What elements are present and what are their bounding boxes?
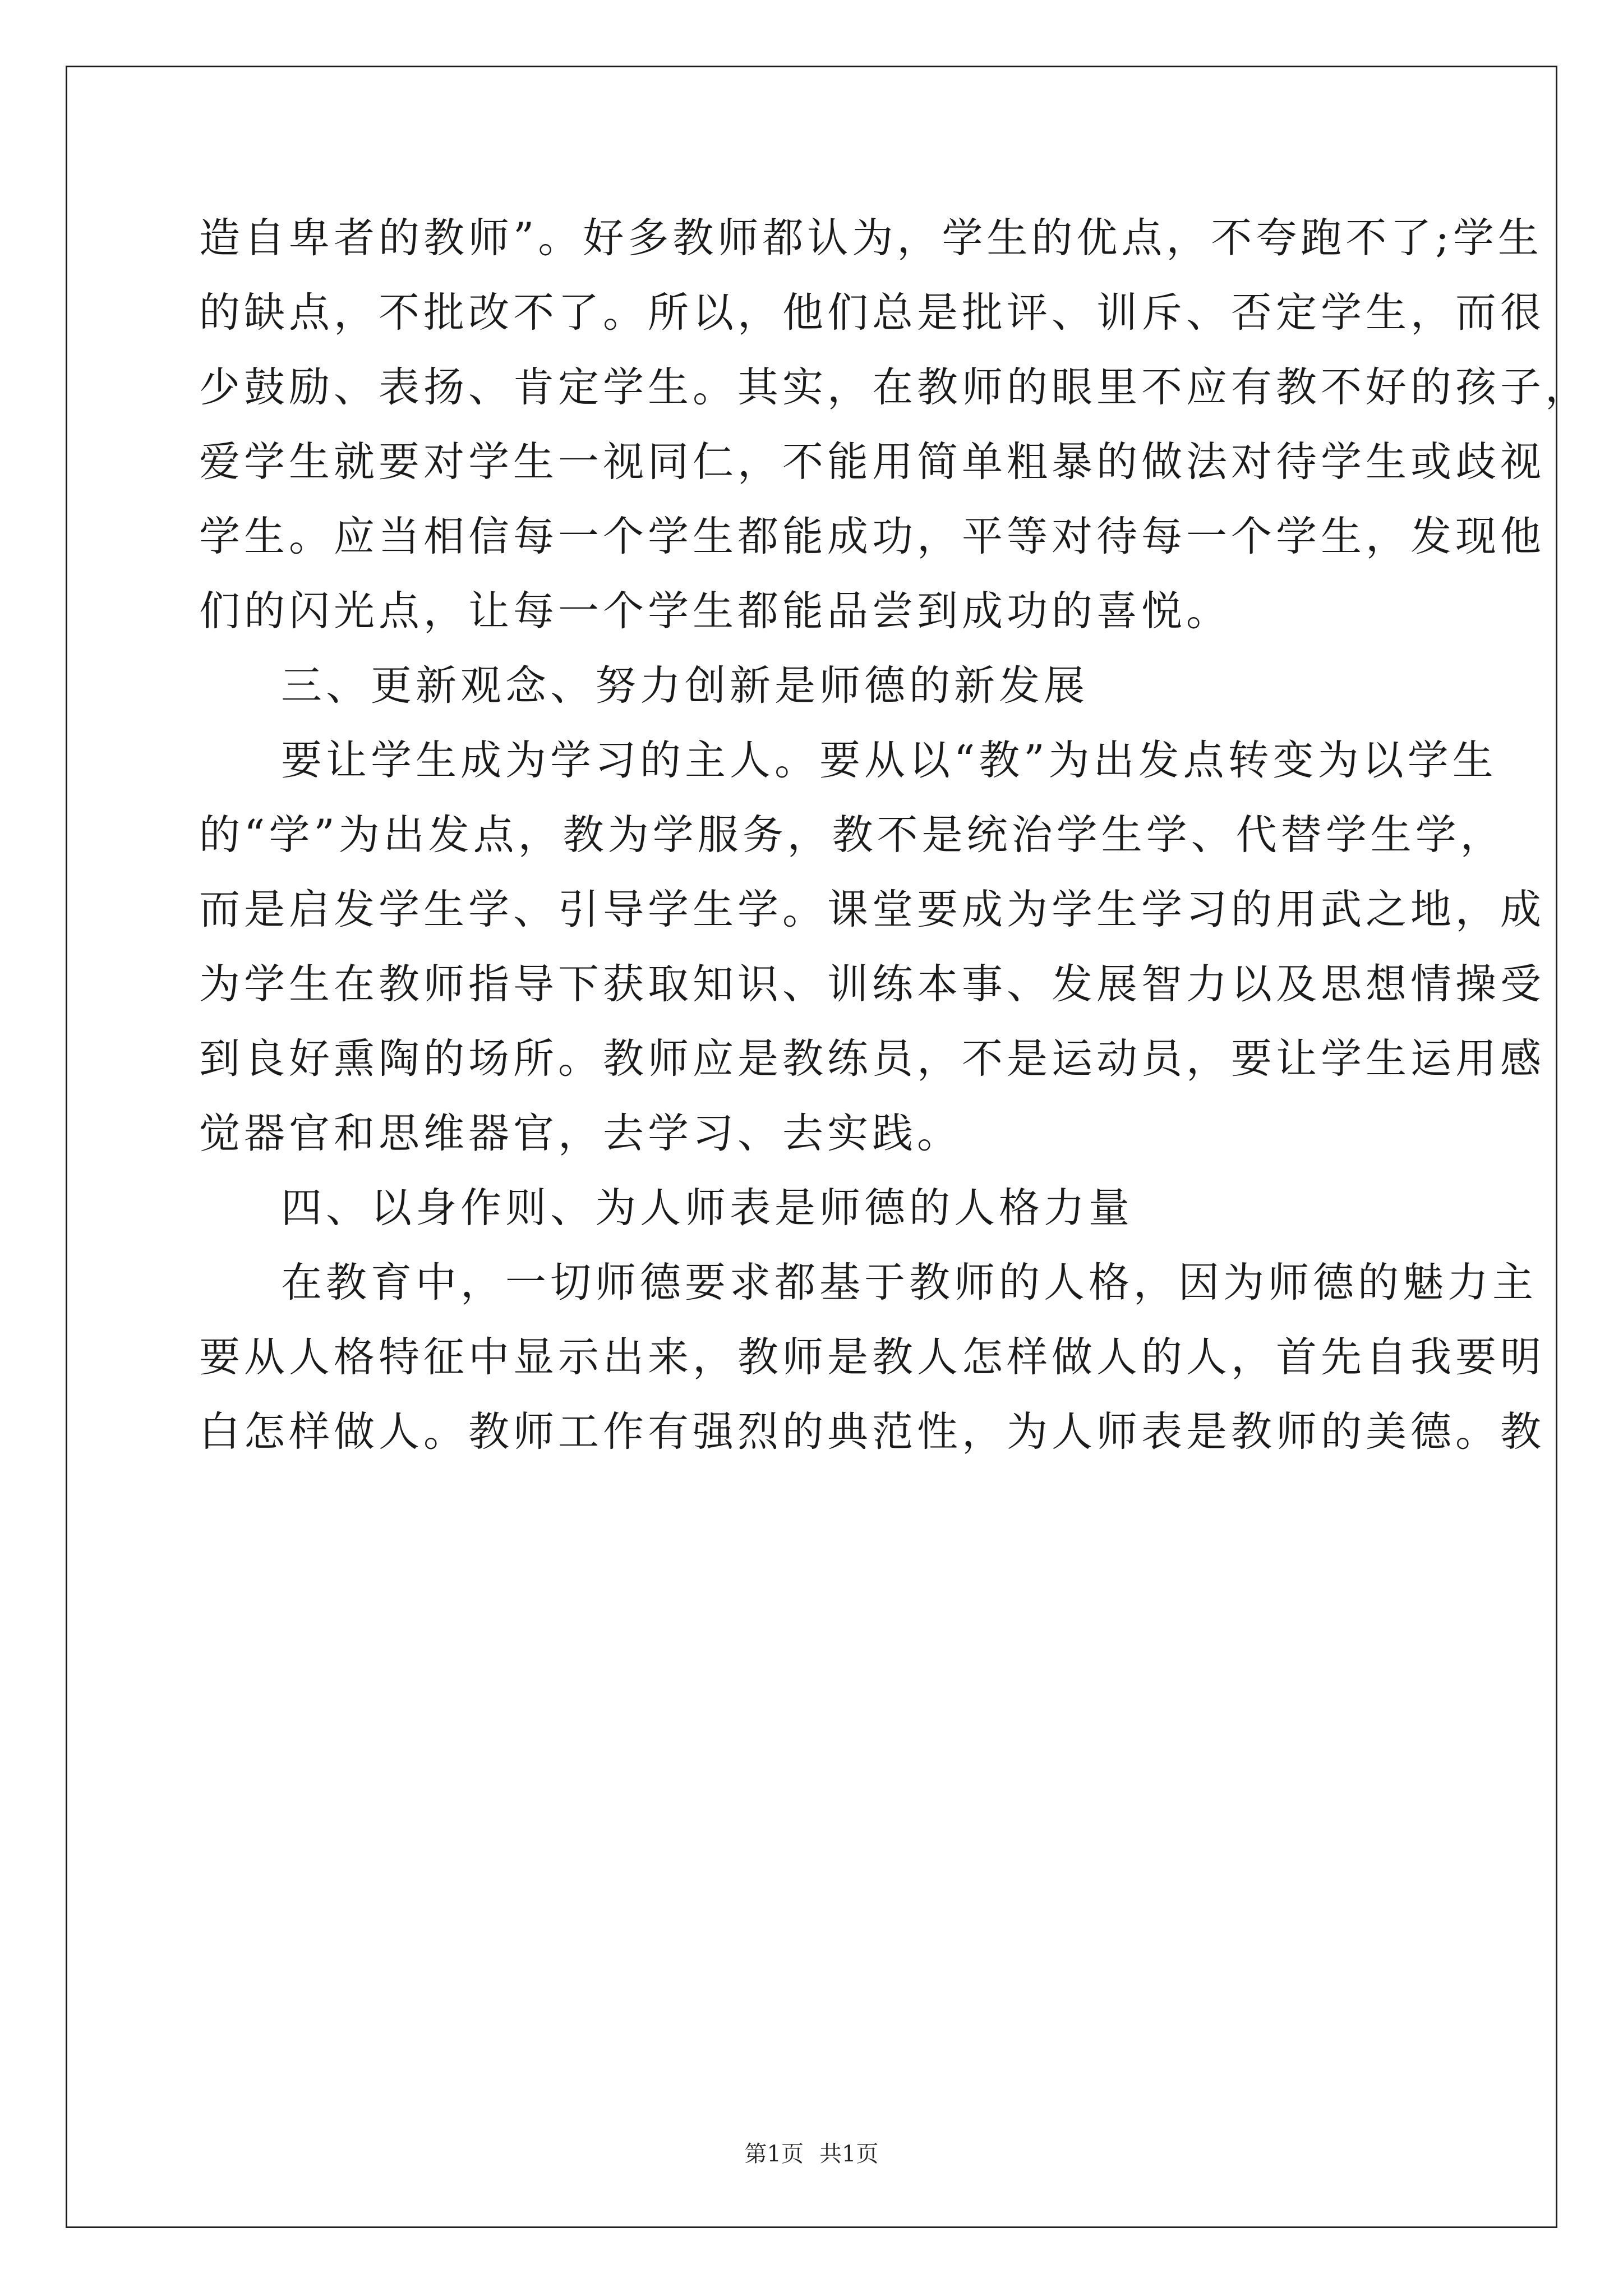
section-heading: 四、以身作则、为人师表是师德的人格力量 xyxy=(281,1184,1133,1232)
text-line: 白怎样做人。教师工作有强烈的典范性，为人师表是教师的美德。教 xyxy=(199,1408,1545,1456)
text-line: 的“学”为出发点，教为学服务，教不是统治学生学、代替学生学， xyxy=(199,811,1505,859)
text-line: 造自卑者的教师”。好多教师都认为，学生的优点，不夸跑不了;学生 xyxy=(199,214,1543,262)
text-line: 觉器官和思维器官，去学习、去实践。 xyxy=(199,1110,962,1157)
page-footer xyxy=(0,2137,1623,2171)
text-line: 的缺点，不批改不了。所以，他们总是批评、训斥、否定学生，而很 xyxy=(199,289,1545,337)
text-line: 在教育中，一切师德要求都基于教师的人格，因为师德的魅力主 xyxy=(281,1259,1537,1306)
text-line: 少鼓励、表扬、肯定学生。其实，在教师的眼里不应有教不好的孩子， xyxy=(199,364,1590,411)
section-heading: 三、更新观念、努力创新是师德的新发展 xyxy=(281,662,1089,710)
text-line: 到良好熏陶的场所。教师应是教练员，不是运动员，要让学生运用感 xyxy=(199,1035,1545,1083)
text-line: 学生。应当相信每一个学生都能成功，平等对待每一个学生，发现他 xyxy=(199,513,1545,560)
text-line: 而是启发学生学、引导学生学。课堂要成为学生学习的用武之地，成 xyxy=(199,886,1545,933)
text-line: 要让学生成为学习的主人。要从以“教”为出发点转变为以学生 xyxy=(281,737,1497,784)
text-line: 为学生在教师指导下获取知识、训练本事、发展智力以及思想情操受 xyxy=(199,960,1545,1008)
text-line: 要从人格特征中显示出来，教师是教人怎样做人的人，首先自我要明 xyxy=(199,1333,1545,1381)
page-number: 第1页 xyxy=(744,2141,804,2167)
text-line: 们的闪光点，让每一个学生都能品尝到成功的喜悦。 xyxy=(199,587,1231,635)
text-line: 爱学生就要对学生一视同仁，不能用简单粗暴的做法对待学生或歧视 xyxy=(199,438,1545,486)
page-total: 共1页 xyxy=(819,2141,879,2167)
